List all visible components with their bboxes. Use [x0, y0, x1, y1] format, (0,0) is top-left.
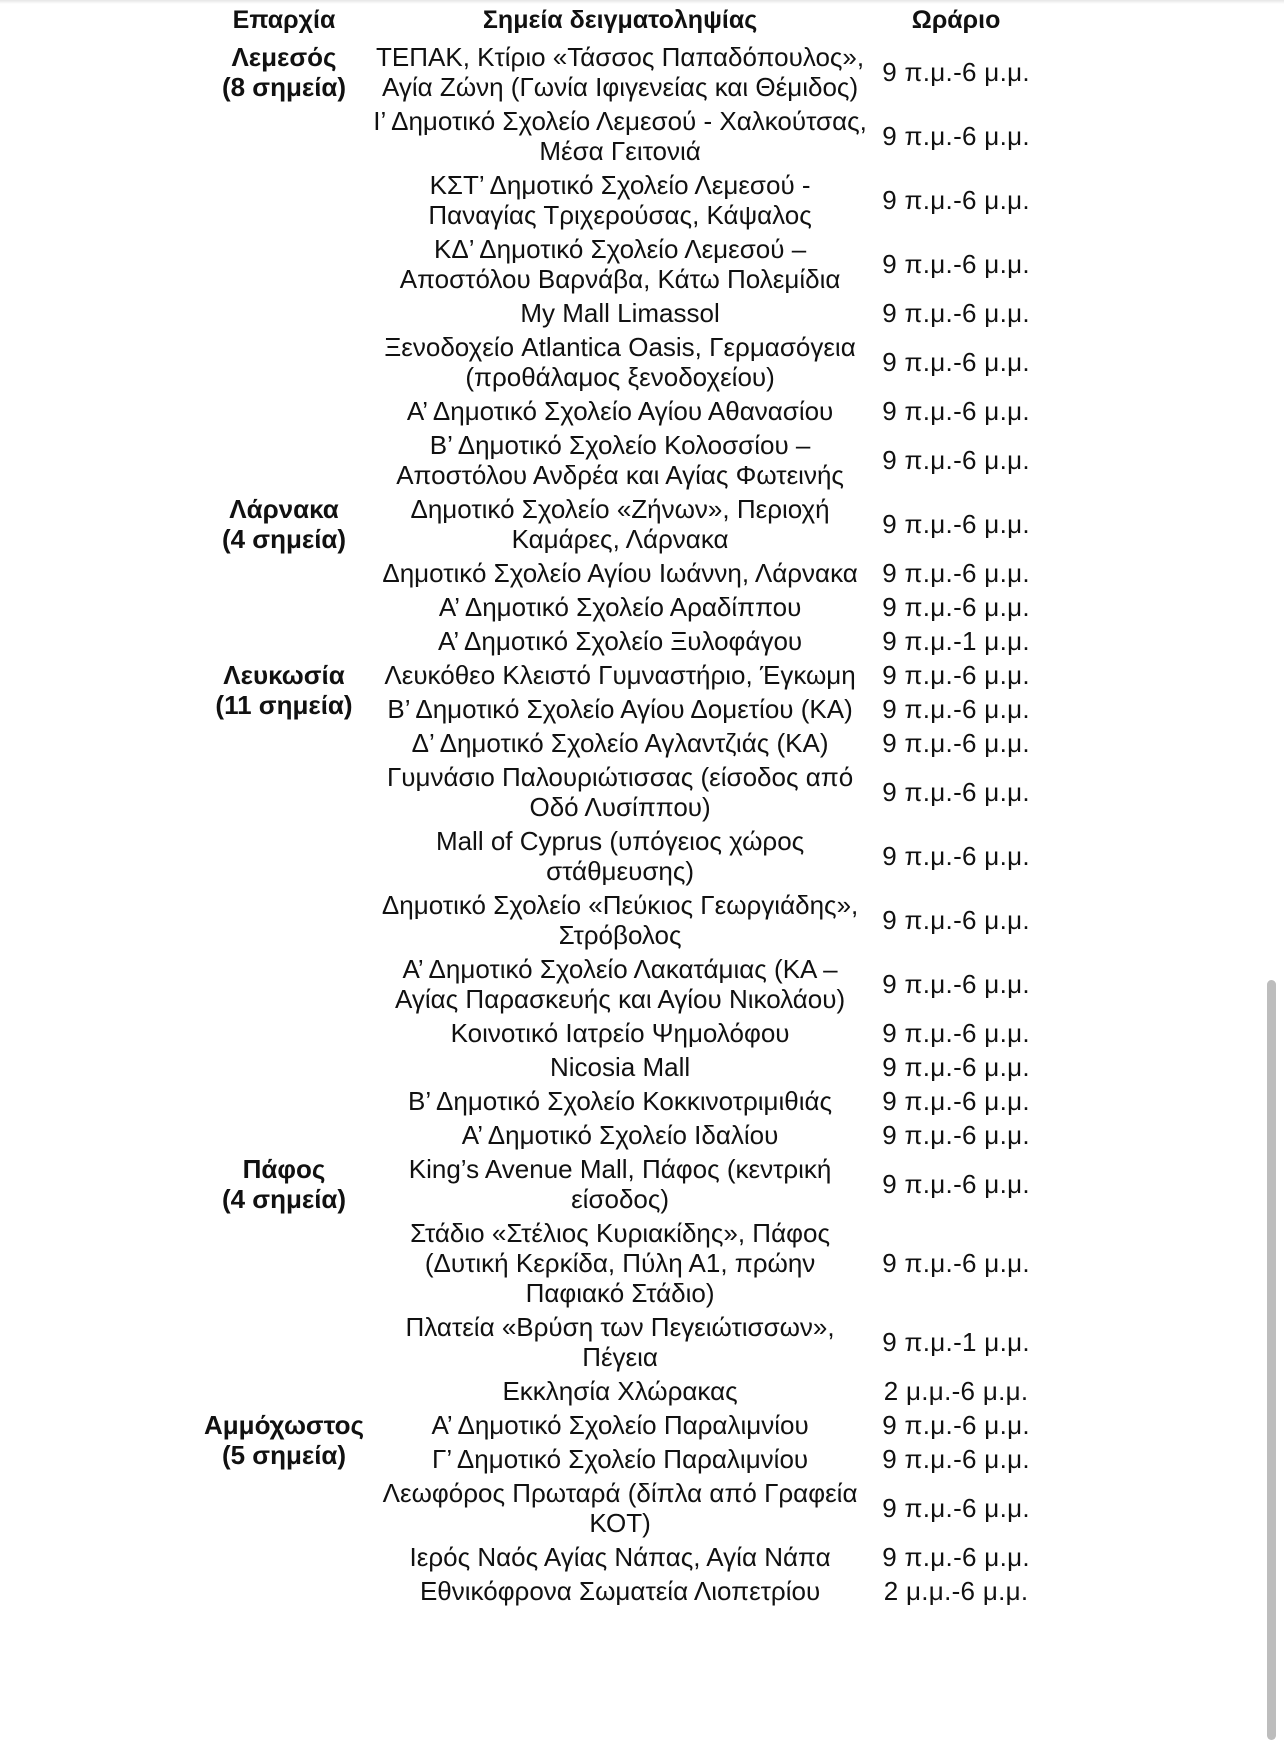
sampling-sites-table [200, 0, 1040, 1608]
opening-hours: 9 π.μ.-1 μ.μ. [882, 626, 1030, 656]
document-page [200, 0, 1040, 1608]
sampling-site: Δημοτικό Σχολείο Αγίου Ιωάννη, Λάρνακα [382, 558, 858, 588]
district-name: Αμμόχωστος [204, 1410, 364, 1440]
sampling-site: Στάδιο «Στέλιος Κυριακίδης», Πάφος (Δυτική Κερκίδα, Πύλη Α1, πρώην Παφιακό Στάδιο) [410, 1218, 830, 1308]
sampling-site: My Mall Limassol [520, 298, 720, 328]
header-district: Επαρχία [232, 6, 336, 34]
district-name: Πάφος [242, 1154, 326, 1184]
scrollbar-thumb[interactable] [1267, 980, 1276, 1740]
sampling-site: Β’ Δημοτικό Σχολείο Κολοσσίου – Αποστόλου Ανδρέα και Αγίας Φωτεινής [396, 430, 844, 490]
opening-hours: 9 π.μ.-6 μ.μ. [882, 694, 1030, 724]
opening-hours: 9 π.μ.-1 μ.μ. [882, 1327, 1030, 1357]
sampling-site: Λευκόθεο Κλειστό Γυμναστήριο, Έγκωμη [384, 660, 856, 690]
opening-hours: 9 π.μ.-6 μ.μ. [882, 905, 1030, 935]
sampling-site: Εθνικόφρονα Σωματεία Λιοπετρίου [419, 1576, 821, 1606]
opening-hours: 9 π.μ.-6 μ.μ. [882, 1120, 1030, 1150]
opening-hours: 9 π.μ.-6 μ.μ. [882, 347, 1030, 377]
sampling-site: King’s Avenue Mall, Πάφος (κεντρική είσοδος) [408, 1154, 832, 1214]
sampling-site: Ξενοδοχείο Atlantica Oasis, Γερμασόγεια (προθάλαμος ξενοδοχείου) [384, 332, 856, 392]
opening-hours: 9 π.μ.-6 μ.μ. [882, 1052, 1030, 1082]
sampling-site: Εκκλησία Χλώρακας [502, 1376, 738, 1406]
district-cell [200, 658, 368, 1152]
opening-hours: 9 π.μ.-6 μ.μ. [882, 558, 1030, 588]
district-site-count: (4 σημεία) [221, 524, 347, 554]
sampling-site: Nicosia Mall [550, 1052, 691, 1082]
header-site: Σημεία δειγματοληψίας [482, 6, 758, 34]
opening-hours: 9 π.μ.-6 μ.μ. [882, 969, 1030, 999]
opening-hours: 9 π.μ.-6 μ.μ. [882, 1086, 1030, 1116]
sampling-site: Α’ Δημοτικό Σχολείο Λακατάμιας (ΚΑ – Αγίας Παρασκευής και Αγίου Νικολάου) [395, 954, 846, 1014]
opening-hours: 9 π.μ.-6 μ.μ. [882, 592, 1030, 622]
sampling-site: Γ’ Δημοτικό Σχολείο Παραλιμνίου [432, 1444, 809, 1474]
table-row [200, 492, 1040, 556]
sampling-site: Α’ Δημοτικό Σχολείο Αραδίππου [438, 592, 802, 622]
table-row [200, 1152, 1040, 1216]
opening-hours: 2 μ.μ.-6 μ.μ. [883, 1576, 1029, 1606]
opening-hours: 9 π.μ.-6 μ.μ. [882, 1248, 1030, 1278]
table-row [200, 658, 1040, 692]
sampling-site: Ι’ Δημοτικό Σχολείο Λεμεσού - Χαλκούτσας, Μέσα Γειτονιά [373, 106, 867, 166]
district-name: Λευκωσία [223, 660, 345, 690]
sampling-site: ΚΔ’ Δημοτικό Σχολείο Λεμεσού – Αποστόλου Βαρνάβα, Κάτω Πολεμίδια [399, 234, 841, 294]
opening-hours: 9 π.μ.-6 μ.μ. [882, 1444, 1030, 1474]
sampling-site: Β’ Δημοτικό Σχολείο Κοκκινοτριμιθιάς [408, 1086, 833, 1116]
district-site-count: (8 σημεία) [221, 72, 347, 102]
sampling-site: Γυμνάσιο Παλουριώτισσας (είσοδος από Οδό Λυσίππου) [386, 762, 854, 822]
opening-hours: 9 π.μ.-6 μ.μ. [882, 121, 1030, 151]
opening-hours: 9 π.μ.-6 μ.μ. [882, 660, 1030, 690]
district-cell [200, 492, 368, 658]
sampling-site: Ιερός Ναός Αγίας Νάπας, Αγία Νάπα [409, 1542, 831, 1572]
sampling-site: Κοινοτικό Ιατρείο Ψημολόφου [450, 1018, 790, 1048]
opening-hours: 9 π.μ.-6 μ.μ. [882, 841, 1030, 871]
district-name: Λεμεσός [231, 42, 337, 72]
opening-hours: 9 π.μ.-6 μ.μ. [882, 1018, 1030, 1048]
opening-hours: 9 π.μ.-6 μ.μ. [882, 298, 1030, 328]
sampling-site: ΚΣΤ’ Δημοτικό Σχολείο Λεμεσού - Παναγίας Τριχερούσας, Κάψαλος [428, 170, 812, 230]
opening-hours: 9 π.μ.-6 μ.μ. [882, 1410, 1030, 1440]
sampling-site: Λεωφόρος Πρωταρά (δίπλα από Γραφεία ΚΟΤ) [382, 1478, 858, 1538]
header-hours: Ωράριο [911, 6, 1001, 34]
sampling-site: Α’ Δημοτικό Σχολείο Ιδαλίου [461, 1120, 779, 1150]
district-name: Λάρνακα [229, 494, 339, 524]
sampling-site: Mall of Cyprus (υπόγειος χώρος στάθμευσης) [435, 826, 805, 886]
district-site-count: (5 σημεία) [221, 1440, 347, 1470]
table-header-row [200, 0, 1040, 40]
opening-hours: 9 π.μ.-6 μ.μ. [882, 1493, 1030, 1523]
sampling-site: Δημοτικό Σχολείο «Ζήνων», Περιοχή Καμάρες, Λάρνακα [410, 494, 830, 554]
sampling-site: Α’ Δημοτικό Σχολείο Παραλιμνίου [431, 1410, 809, 1440]
sampling-site: Β’ Δημοτικό Σχολείο Αγίου Δομετίου (ΚΑ) [387, 694, 853, 724]
opening-hours: 9 π.μ.-6 μ.μ. [882, 1542, 1030, 1572]
district-cell [200, 1408, 368, 1608]
opening-hours: 9 π.μ.-6 μ.μ. [882, 57, 1030, 87]
opening-hours: 9 π.μ.-6 μ.μ. [882, 396, 1030, 426]
district-site-count: (4 σημεία) [221, 1184, 347, 1214]
table-body [200, 40, 1040, 1608]
opening-hours: 2 μ.μ.-6 μ.μ. [883, 1376, 1029, 1406]
opening-hours: 9 π.μ.-6 μ.μ. [882, 1169, 1030, 1199]
sampling-site: Α’ Δημοτικό Σχολείο Ξυλοφάγου [438, 626, 803, 656]
opening-hours: 9 π.μ.-6 μ.μ. [882, 777, 1030, 807]
district-cell [200, 1152, 368, 1408]
opening-hours: 9 π.μ.-6 μ.μ. [882, 445, 1030, 475]
sampling-site: ΤΕΠΑΚ, Κτίριο «Τάσσος Παπαδόπουλος», Αγία Ζώνη (Γωνία Ιφιγενείας και Θέμιδος) [376, 42, 865, 102]
sampling-site: Α’ Δημοτικό Σχολείο Αγίου Αθανασίου [406, 396, 834, 426]
opening-hours: 9 π.μ.-6 μ.μ. [882, 249, 1030, 279]
sampling-site: Δημοτικό Σχολείο «Πεύκιος Γεωργιάδης», Στρόβολος [381, 890, 859, 950]
district-cell [200, 40, 368, 492]
table-row [200, 1408, 1040, 1442]
opening-hours: 9 π.μ.-6 μ.μ. [882, 185, 1030, 215]
sampling-site: Πλατεία «Βρύση των Πεγειώτισσων», Πέγεια [405, 1312, 835, 1372]
opening-hours: 9 π.μ.-6 μ.μ. [882, 509, 1030, 539]
table-row [200, 40, 1040, 104]
sampling-site: Δ’ Δημοτικό Σχολείο Αγλαντζιάς (ΚΑ) [411, 728, 829, 758]
opening-hours: 9 π.μ.-6 μ.μ. [882, 728, 1030, 758]
district-site-count: (11 σημεία) [215, 690, 353, 720]
